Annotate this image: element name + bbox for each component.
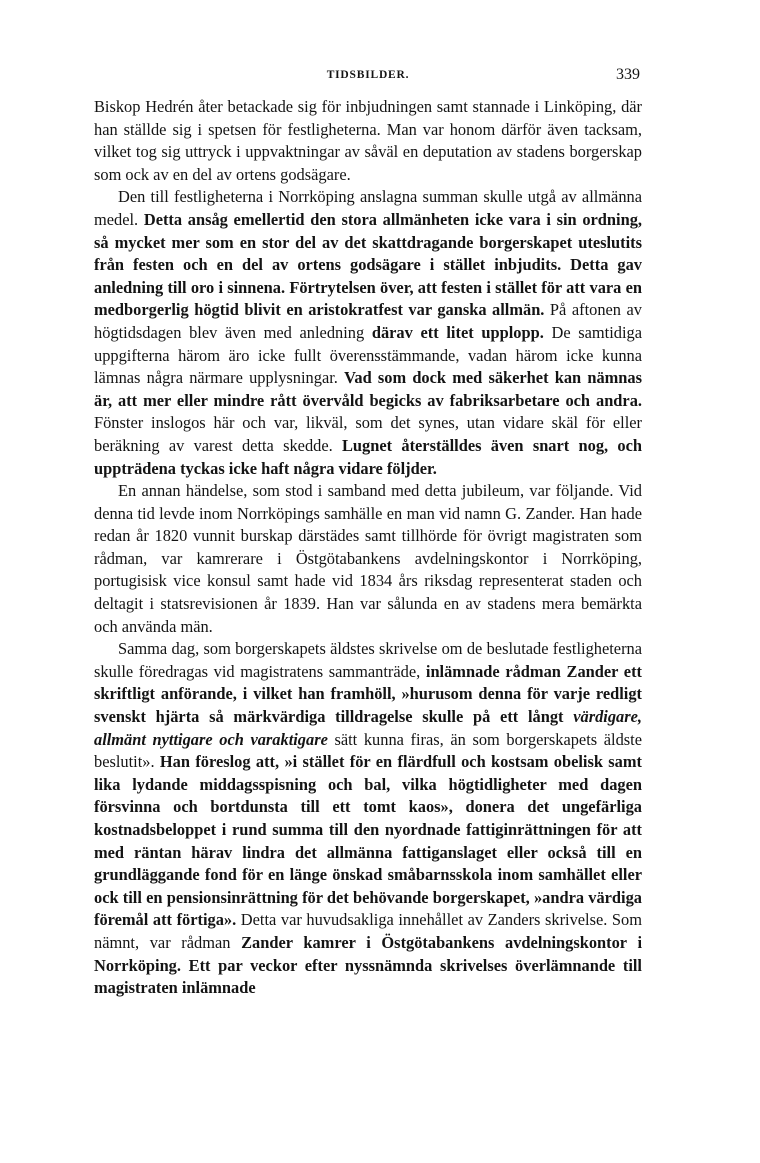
text-run: värdigare, allmänt nyttigare och varaktigare — [94, 707, 642, 749]
paragraph — [94, 480, 642, 638]
text-run: De samtidiga uppgifterna härom äro icke fullt överensstämmande, vadan härom icke kunna lämnas några närmare upplysningar. — [94, 322, 643, 388]
text-run: Lugnet återställdes även snart nog, och uppträdena tyckas icke haft några vidare följder. — [94, 435, 642, 478]
text-run: Den till festligheterna i Norrköping anslagna summan skulle utgå av allmänna medel. — [94, 187, 642, 229]
running-head-title: TIDSBILDER. — [326, 69, 410, 81]
text-run: Vad som dock med säkerhet kan nämnas är, att mer eller mindre rått övervåld begicks av fabriksarbetare och andra. — [94, 368, 642, 410]
book-page — [94, 66, 642, 1000]
page-number: 339 — [616, 66, 640, 83]
text-run: På aftonen av högtidsdagen blev även med anledning — [94, 300, 642, 342]
text-run: En annan händelse, som stod i samband med detta jubileum, var följande. Vid denna tid levde inom Norrköpings samhälle en man vid namn G. Zander. Han hade redan år 1820 vunnit burskap därstädes samt tillhörde för övrigt magistraten som rådman, var kamrerare i Östgötabankens avdelningskontor i Norrköping, portugisisk vice konsul samt hade vid 1834 års riksdag representerat staden och deltagit i statsrevisionen år 1839. Han var sålunda en av stadens mera bemärkta och använda män. — [94, 481, 642, 636]
text-run: inlämnade rådman Zander ett skriftligt anförande, i vilket han framhöll, »hurusom denna för varje redligt svenskt hjärta så märkvärdiga tilldragelse skulle på ett långt — [94, 661, 642, 727]
paragraph — [94, 186, 642, 480]
text-run: Fönster inslogos här och var, likväl, som det synes, utan vidare skäl för eller beräkning av varest detta skedde. — [94, 413, 642, 455]
text-run: Samma dag, som borgerskapets äldstes skrivelse om de beslutade festligheterna skulle föredragas vid magistratens sammanträde, — [94, 639, 642, 681]
text-run: Detta ansåg emellertid den stora allmänheten icke vara i sin ordning, så mycket mer som en stor del av det skattdragande borgerskapet uteslutits från festen och en del av ortens godsägare i stället inbjudits. Detta gav anledning till oro i sinnena. Förtrytelsen över, att festen i stället för att vara en medborgerlig högtid blivit en aristokratfest var ganska allmän. — [94, 209, 642, 320]
text-run: sätt kunna firas, än som borgerskapets äldste beslutit». — [94, 729, 642, 772]
text-run: därav ett litet upplopp. — [371, 322, 544, 342]
text-run: Detta var huvudsakliga innehållet av Zanders skrivelse. Som nämnt, var rådman — [94, 910, 642, 952]
paragraph — [94, 96, 642, 186]
body-text — [94, 96, 642, 1000]
running-head — [94, 66, 642, 88]
text-run: Han föreslog att, »i stället för en flärdfull och kostsam obelisk samt lika lydande middagsspisning och bal, vilka högtidligheter med dagen försvinna och bortdunsta till ett tomt kaos», donera det ungefärliga kostnadsbeloppet i rund summa till den nyordnade fattiginrättningen för att med räntan härav lindra det allmänna fattiganslaget eller också till en grundläggande fond för en länge önskad småbarnsskola inom samhället eller ock till en pensionsinrättning för det behövande borgerskapet, »andra värdiga föremål att förtiga». — [94, 752, 642, 930]
paragraph — [94, 638, 642, 1000]
text-run: Biskop Hedrén åter betackade sig för inbjudningen samt stannade i Linköping, där han ställde sig i spetsen för festligheterna. Man var honom därför även tacksam, vilket tog sig uttryck i uppvaktningar av såväl en deputation av stadens borgerskap som ock av en del av ortens godsägare. — [94, 97, 642, 184]
text-run: Zander kamrer i Östgötabankens avdelningskontor i Norrköping. Ett par veckor efter nyssnämnda skrivelses överlämnande till magistraten inlämnade — [94, 932, 642, 998]
